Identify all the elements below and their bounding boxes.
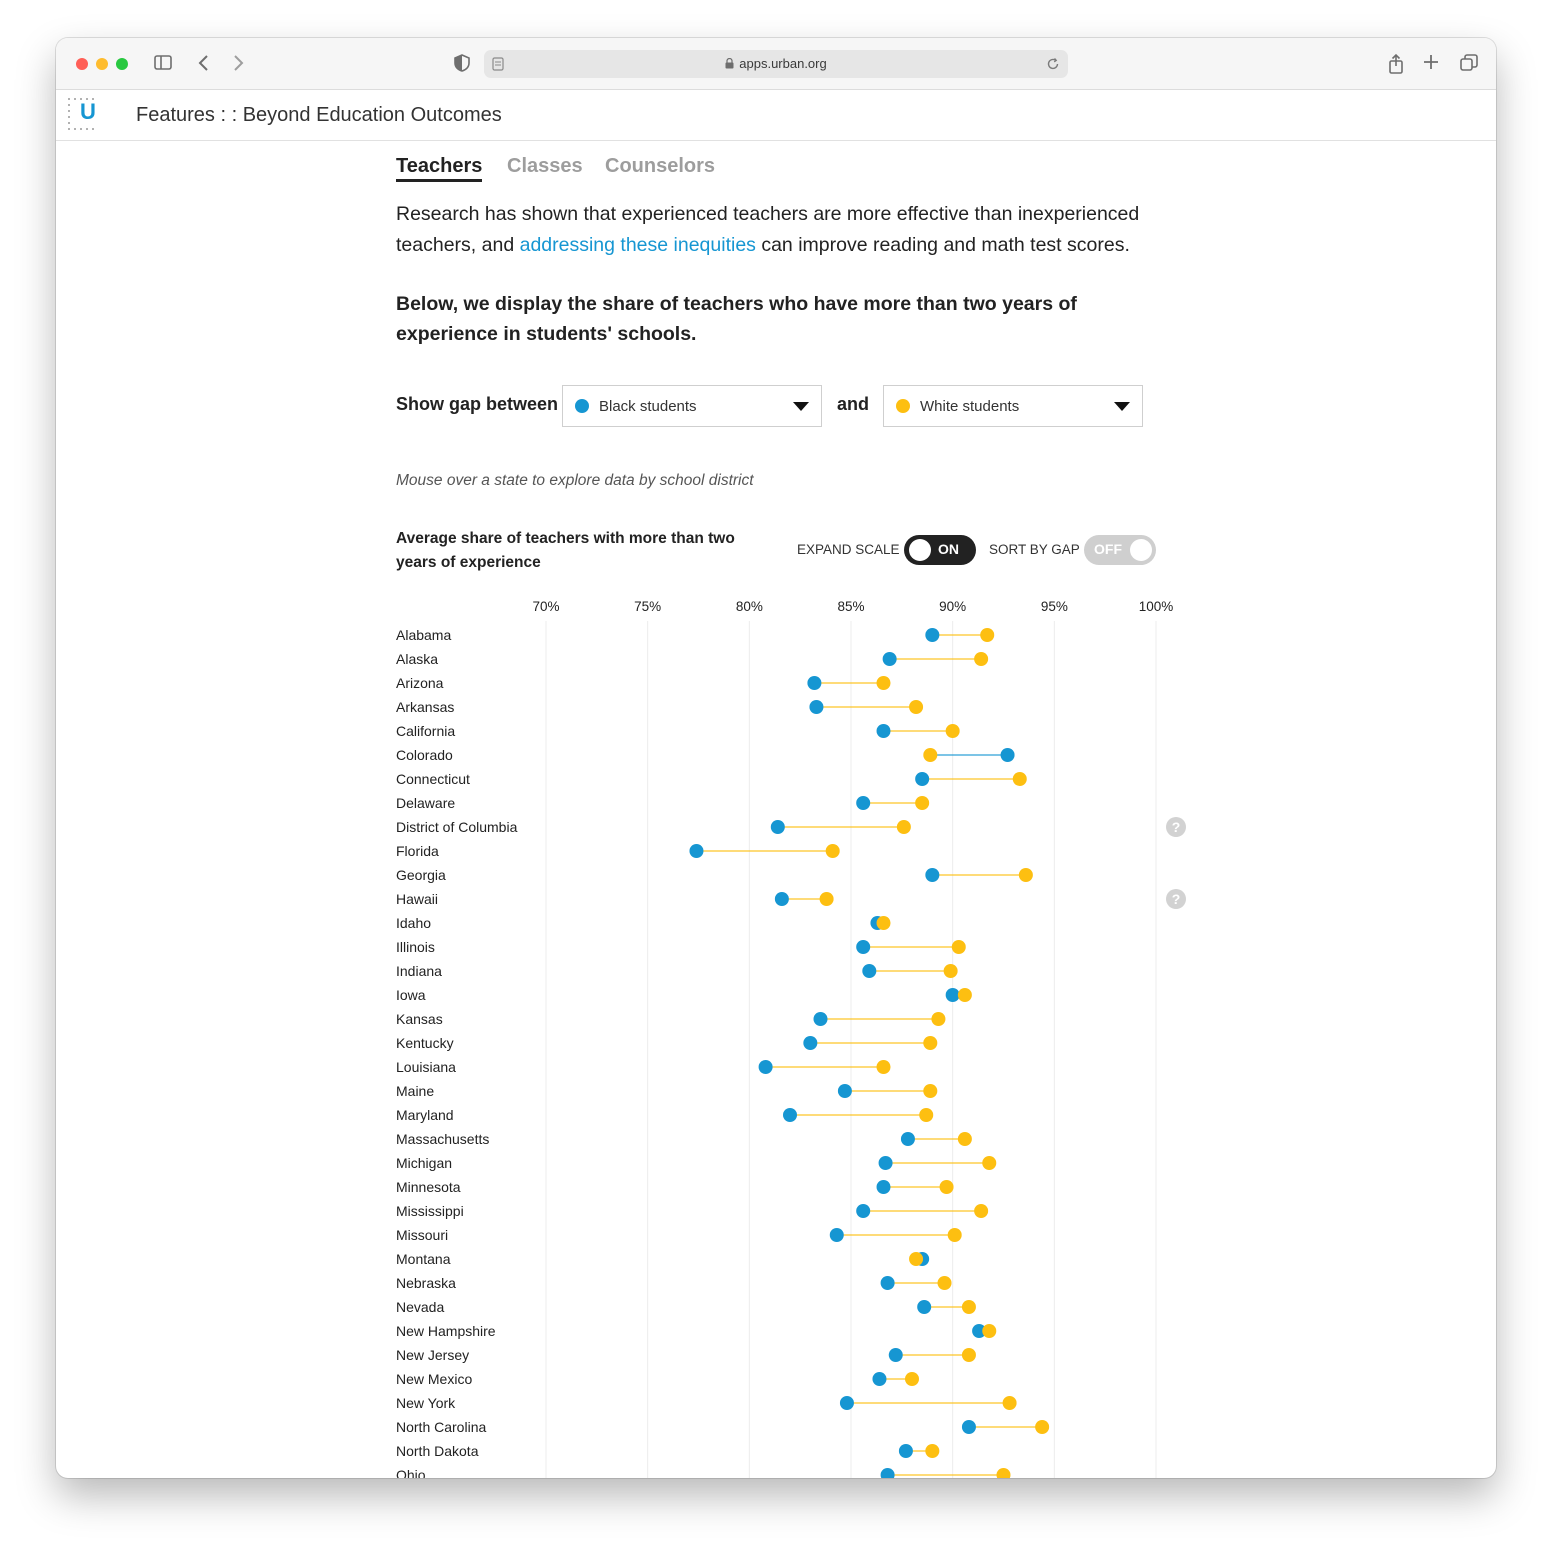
sort-by-gap-state: OFF <box>1094 541 1122 557</box>
site-header <box>56 91 1496 141</box>
tab-teachers[interactable]: Teachers <box>396 155 482 182</box>
state-label[interactable]: District of Columbia <box>396 819 518 835</box>
expand-scale-toggle[interactable] <box>904 535 976 565</box>
white-students-dot <box>925 1444 939 1458</box>
white-students-dot <box>923 1036 937 1050</box>
expand-scale-label: EXPAND SCALE <box>797 542 900 557</box>
show-gap-label: Show gap between <box>396 394 559 414</box>
group1-select[interactable] <box>562 385 822 427</box>
state-label[interactable]: Arkansas <box>396 699 455 715</box>
lead-paragraph: Below, we display the share of teachers who have more than two years of experience in students' schools. <box>396 293 1077 345</box>
white-students-dot <box>909 700 923 714</box>
white-students-dot <box>877 676 891 690</box>
black-students-dot <box>872 1372 886 1386</box>
state-label[interactable]: Illinois <box>396 939 435 955</box>
white-students-dot <box>962 1348 976 1362</box>
white-students-dot <box>982 1324 996 1338</box>
url-text: apps.urban.org <box>484 56 1068 71</box>
white-students-dot <box>919 1108 933 1122</box>
black-students-dot <box>809 700 823 714</box>
tab-classes[interactable]: Classes <box>507 155 583 177</box>
black-students-dot <box>881 1276 895 1290</box>
tab-overview-icon[interactable] <box>1459 53 1479 73</box>
state-label[interactable]: Connecticut <box>396 771 470 787</box>
black-students-dot <box>783 1108 797 1122</box>
x-tick-label: 75% <box>634 599 662 614</box>
white-students-dot <box>997 1468 1011 1478</box>
state-label[interactable]: Massachusetts <box>396 1131 490 1147</box>
black-students-dot <box>889 1348 903 1362</box>
address-bar[interactable] <box>484 50 1068 78</box>
share-icon[interactable] <box>1386 53 1406 75</box>
state-label[interactable]: Michigan <box>396 1155 453 1171</box>
white-students-dot <box>974 652 988 666</box>
black-students-dot <box>775 892 789 906</box>
white-students-dot <box>980 628 994 642</box>
group2-select[interactable] <box>883 385 1143 427</box>
new-tab-icon[interactable] <box>1422 53 1440 71</box>
and-label: and <box>837 394 870 414</box>
lock-icon <box>725 58 734 69</box>
white-students-dot <box>982 1156 996 1170</box>
help-icon-glyph: ? <box>1171 819 1181 835</box>
black-students-dot <box>830 1228 844 1242</box>
white-students-dot <box>948 1228 962 1242</box>
main-content <box>396 141 1216 1481</box>
state-label[interactable]: New Hampshire <box>396 1323 496 1339</box>
state-label[interactable]: Alaska <box>396 651 439 667</box>
state-label[interactable]: Nevada <box>396 1299 445 1315</box>
state-label[interactable]: Iowa <box>396 987 426 1003</box>
white-students-dot <box>923 1084 937 1098</box>
state-label[interactable]: Maine <box>396 1083 435 1099</box>
white-students-dot <box>931 1012 945 1026</box>
state-label[interactable]: Ohio <box>396 1467 426 1481</box>
white-students-dot <box>944 964 958 978</box>
group2-color-dot <box>896 399 910 413</box>
white-students-dot <box>877 1060 891 1074</box>
black-students-dot <box>901 1132 915 1146</box>
chart-title: Average share of teachers with more than two years of experience <box>396 530 735 571</box>
white-students-dot <box>826 844 840 858</box>
state-label[interactable]: Minnesota <box>396 1179 461 1195</box>
state-label[interactable]: Indiana <box>396 963 442 979</box>
state-label[interactable]: Louisiana <box>396 1059 456 1075</box>
black-students-dot <box>915 772 929 786</box>
black-students-dot <box>917 1300 931 1314</box>
black-students-dot <box>803 1036 817 1050</box>
black-students-dot <box>856 1204 870 1218</box>
white-students-dot <box>958 988 972 1002</box>
white-students-dot <box>820 892 834 906</box>
state-label[interactable]: New Jersey <box>396 1347 470 1363</box>
urban-logo[interactable]: U <box>80 99 96 124</box>
x-tick-label: 80% <box>735 599 763 614</box>
black-students-dot <box>925 868 939 882</box>
state-label[interactable]: Florida <box>396 843 439 859</box>
white-students-dot <box>923 748 937 762</box>
chevron-down-icon <box>1114 402 1130 411</box>
white-students-dot <box>962 1300 976 1314</box>
hover-hint: Mouse over a state to explore data by school district <box>396 472 754 489</box>
black-students-dot <box>856 796 870 810</box>
state-label[interactable]: North Carolina <box>396 1419 487 1435</box>
black-students-dot <box>862 964 876 978</box>
group1-color-dot <box>575 399 589 413</box>
white-students-dot <box>1035 1420 1049 1434</box>
x-tick-label: 95% <box>1040 599 1068 614</box>
x-tick-label: 85% <box>837 599 865 614</box>
tab-counselors[interactable]: Counselors <box>605 155 716 177</box>
state-label[interactable]: Missouri <box>396 1227 449 1243</box>
state-label[interactable]: New Mexico <box>396 1371 473 1387</box>
minimize-window-button[interactable] <box>96 58 108 70</box>
state-label[interactable]: Idaho <box>396 915 432 931</box>
white-students-dot <box>940 1180 954 1194</box>
state-label[interactable]: Maryland <box>396 1107 454 1123</box>
white-students-dot <box>958 1132 972 1146</box>
white-students-dot <box>938 1276 952 1290</box>
state-label[interactable]: Colorado <box>396 747 453 763</box>
black-students-dot <box>814 1012 828 1026</box>
intro-text-end: can improve reading and math test scores. <box>755 234 1130 256</box>
black-students-dot <box>840 1396 854 1410</box>
state-label[interactable]: Delaware <box>396 795 456 811</box>
black-students-dot <box>879 1156 893 1170</box>
white-students-dot <box>915 796 929 810</box>
white-students-dot <box>974 1204 988 1218</box>
white-students-dot <box>905 1372 919 1386</box>
black-students-dot <box>759 1060 773 1074</box>
x-tick-label: 100% <box>1138 599 1174 614</box>
white-students-dot <box>946 724 960 738</box>
state-label[interactable]: Alabama <box>396 627 452 643</box>
sidebar-toggle-icon[interactable] <box>153 53 173 73</box>
intro-text-start: Research has shown that experienced teachers are more effective than inexperienced teachers, and <box>396 203 1140 256</box>
white-students-dot <box>897 820 911 834</box>
black-students-dot <box>689 844 703 858</box>
sort-by-gap-toggle[interactable] <box>1084 535 1156 565</box>
white-students-dot <box>952 940 966 954</box>
x-tick-label: 90% <box>939 599 967 614</box>
close-window-button[interactable] <box>76 58 88 70</box>
white-students-dot <box>909 1252 923 1266</box>
back-icon[interactable] <box>194 53 214 73</box>
state-label[interactable]: Georgia <box>396 867 446 883</box>
black-students-dot <box>925 628 939 642</box>
black-students-dot <box>962 1420 976 1434</box>
black-students-dot <box>946 988 960 1002</box>
help-icon-glyph: ? <box>1171 891 1181 907</box>
state-label[interactable]: Nebraska <box>396 1275 456 1291</box>
x-tick-label: 70% <box>532 599 560 614</box>
chart-svg <box>396 591 1216 1481</box>
sort-by-gap-label: SORT BY GAP <box>989 542 1080 557</box>
state-label[interactable]: North Dakota <box>396 1443 479 1459</box>
black-students-dot <box>856 940 870 954</box>
site-title[interactable]: Features : : Beyond Education Outcomes <box>136 104 502 126</box>
browser-toolbar <box>56 38 1496 90</box>
toggle-knob <box>1130 539 1152 561</box>
reload-icon[interactable] <box>1046 57 1060 71</box>
white-students-dot <box>1013 772 1027 786</box>
group1-select-value: Black students <box>599 398 697 415</box>
expand-scale-state: ON <box>938 541 959 557</box>
state-label[interactable]: Hawaii <box>396 891 439 907</box>
black-students-dot <box>899 1444 913 1458</box>
group2-select-value: White students <box>920 398 1020 415</box>
inequities-link[interactable]: addressing these inequities <box>519 234 756 256</box>
black-students-dot <box>877 724 891 738</box>
white-students-dot <box>877 916 891 930</box>
toggle-knob <box>909 539 931 561</box>
chevron-down-icon <box>793 402 809 411</box>
black-students-dot <box>881 1468 895 1478</box>
state-label[interactable]: Kansas <box>396 1011 443 1027</box>
state-label[interactable]: California <box>396 723 456 739</box>
black-students-dot <box>807 676 821 690</box>
state-label[interactable]: Mississippi <box>396 1203 464 1219</box>
state-label[interactable]: Arizona <box>396 675 444 691</box>
white-students-dot <box>1003 1396 1017 1410</box>
privacy-shield-icon[interactable] <box>452 53 472 73</box>
black-students-dot <box>1001 748 1015 762</box>
white-students-dot <box>1019 868 1033 882</box>
black-students-dot <box>883 652 897 666</box>
state-label[interactable]: New York <box>396 1395 456 1411</box>
intro-paragraph <box>396 199 1156 261</box>
black-students-dot <box>838 1084 852 1098</box>
zoom-window-button[interactable] <box>116 58 128 70</box>
black-students-dot <box>771 820 785 834</box>
dumbbell-chart <box>396 591 1216 1481</box>
state-label[interactable]: Montana <box>396 1251 451 1267</box>
browser-window <box>56 38 1496 1481</box>
black-students-dot <box>877 1180 891 1194</box>
forward-icon[interactable] <box>228 53 248 73</box>
state-label[interactable]: Kentucky <box>396 1035 454 1051</box>
